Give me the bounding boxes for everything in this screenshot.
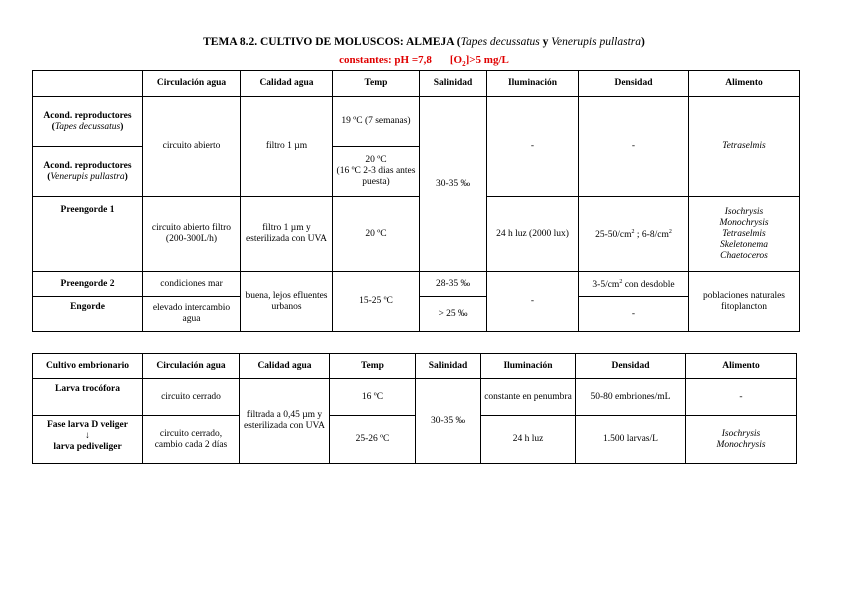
header-circulacion: Circulación agua: [143, 71, 241, 97]
acond2-temp-b: (16 ºC 2-3 dias antes puesta): [336, 166, 416, 187]
alim-monochrysis: Monochrysis: [716, 439, 766, 450]
engorde-circulacion: elevado intercambio agua: [143, 297, 241, 332]
acond-iluminacion: -: [487, 97, 579, 197]
p1-dens-a: 25-50/cm: [595, 230, 632, 241]
alim-isochrysis: Isochrysis: [721, 428, 761, 439]
table-row: [33, 197, 800, 272]
fase-label-a: Fase larva D veliger: [47, 420, 128, 430]
fase-temp: 25-26 ºC: [330, 416, 416, 464]
title-and: y: [539, 36, 552, 48]
preengorde1-circulacion: circuito abierto filtro (200-300L/h): [143, 197, 241, 272]
acond2-temp-a: 20 ºC: [365, 155, 387, 165]
constants-line: [0, 54, 848, 68]
arrow-down-icon: ↓: [85, 431, 90, 441]
acond1-species: Tapes decussatus: [54, 121, 121, 132]
fase-densidad: 1.500 larvas/L: [576, 416, 686, 464]
header-iluminacion: Iluminación: [481, 354, 576, 379]
row-label-engorde: Engorde: [33, 297, 143, 332]
header-salinidad: Salinidad: [420, 71, 487, 97]
larva-alimento: -: [686, 379, 797, 416]
preengorde2-circulacion: condiciones mar: [143, 272, 241, 297]
acond-densidad: -: [579, 97, 689, 197]
p2-dens-a: 3-5/cm: [592, 280, 620, 291]
alim-chaetoceros: Chaetoceros: [720, 250, 768, 261]
constants-o2-tail: ]>5 mg/L: [465, 54, 509, 66]
embryo-calidad: filtrada a 0,45 µm y esterilizada con UVA: [240, 379, 330, 464]
title-text: TEMA 8.2. CULTIVO DE MOLUSCOS: ALMEJA (: [203, 36, 461, 48]
header-salinidad: Salinidad: [416, 354, 481, 379]
constants-o2-sub: 2: [462, 60, 466, 69]
page-title: [0, 36, 848, 48]
title-species-2: Venerupis pullastra: [551, 36, 642, 48]
row-label-acond-venerupis: [33, 147, 143, 197]
row-label-preengorde1: Preengorde 1: [33, 197, 143, 272]
salinidad-30-35: 30-35 ‰: [420, 97, 487, 272]
constants-ph: constantes: pH =7,8: [339, 54, 432, 66]
header-calidad: Calidad agua: [241, 71, 333, 97]
row-label-fase-larva: [33, 416, 143, 464]
header-blank: [33, 71, 143, 97]
larva-circulacion: circuito cerrado: [143, 379, 240, 416]
header-iluminacion: Iluminación: [487, 71, 579, 97]
table-row: [33, 416, 797, 464]
alim-monochrysis: Monochrysis: [719, 217, 769, 228]
constants-o2: [O: [449, 54, 463, 66]
acond2-label: Acond. reproductores (: [43, 160, 132, 182]
acond-alimento: Tetraselmis: [689, 97, 800, 197]
larva-temp: 16 ºC: [330, 379, 416, 416]
fase-iluminacion: 24 h luz: [481, 416, 576, 464]
fase-label-b: larva pediveliger: [53, 442, 122, 452]
preengorde1-densidad: [579, 197, 689, 272]
preengorde2-salinidad: 28-35 ‰: [420, 272, 487, 297]
acond2-temp: [333, 147, 420, 197]
preengorde1-alimento: [689, 197, 800, 272]
header-densidad: Densidad: [576, 354, 686, 379]
late-temp: 15-25 ºC: [333, 272, 420, 332]
acond2-close: ): [124, 171, 128, 182]
adult-culture-table: [32, 70, 800, 332]
header-temp: Temp: [330, 354, 416, 379]
table-header-row: [33, 354, 797, 379]
p1-dens-b: ; 6-8/cm: [634, 230, 669, 241]
row-label-preengorde2: Preengorde 2: [33, 272, 143, 297]
engorde-salinidad: > 25 ‰: [420, 297, 487, 332]
late-iluminacion: -: [487, 272, 579, 332]
title-species-1: Tapes decussatus: [460, 36, 540, 48]
header-alimento: Alimento: [689, 71, 800, 97]
fase-alimento: [686, 416, 797, 464]
acond-calidad: filtro 1 µm: [241, 97, 333, 197]
table-row: [33, 379, 797, 416]
acond1-label: Acond. reproductores (: [43, 110, 132, 132]
preengorde1-temp: 20 ºC: [333, 197, 420, 272]
preengorde1-iluminacion: 24 h luz (2000 lux): [487, 197, 579, 272]
alim-isochrysis: Isochrysis: [724, 206, 764, 217]
acond1-close: ): [120, 121, 124, 132]
table-header-row: [33, 71, 800, 97]
header-temp: Temp: [333, 71, 420, 97]
table-row: [33, 97, 800, 147]
larva-densidad: 50-80 embriones/mL: [576, 379, 686, 416]
row-label-acond-tapes: [33, 97, 143, 147]
row-label-larva-trocofora: Larva trocófora: [33, 379, 143, 416]
header-alimento: Alimento: [686, 354, 797, 379]
header-calidad: Calidad agua: [240, 354, 330, 379]
header-circulacion: Circulación agua: [143, 354, 240, 379]
p2-dens-sup: 2: [619, 278, 623, 285]
p2-dens-b: con desdoble: [622, 280, 675, 291]
preengorde1-calidad: filtro 1 µm y esterilizada con UVA: [241, 197, 333, 272]
engorde-densidad: -: [579, 297, 689, 332]
acond1-temp: 19 ºC (7 semanas): [333, 97, 420, 147]
preengorde2-densidad: [579, 272, 689, 297]
acond-circulacion: circuito abierto: [143, 97, 241, 197]
alim-tetraselmis: Tetraselmis: [722, 228, 766, 239]
fase-circulacion: circuito cerrado, cambio cada 2 días: [143, 416, 240, 464]
embryo-salinidad: 30-35 ‰: [416, 379, 481, 464]
p1-dens-sup2: 2: [668, 228, 672, 235]
title-close: ): [641, 36, 645, 48]
header-densidad: Densidad: [579, 71, 689, 97]
embryo-culture-table: [32, 353, 797, 464]
header-cultivo-embrionario: Cultivo embrionario: [33, 354, 143, 379]
acond2-species: Venerupis pullastra: [50, 171, 125, 182]
alim-skeletonema: Skeletonema: [719, 239, 768, 250]
table-row: [33, 272, 800, 297]
p1-dens-sup1: 2: [631, 228, 635, 235]
larva-iluminacion: constante en penumbra: [481, 379, 576, 416]
late-calidad: buena, lejos efluentes urbanos: [241, 272, 333, 332]
late-alimento: poblaciones naturales fitoplancton: [689, 272, 800, 332]
